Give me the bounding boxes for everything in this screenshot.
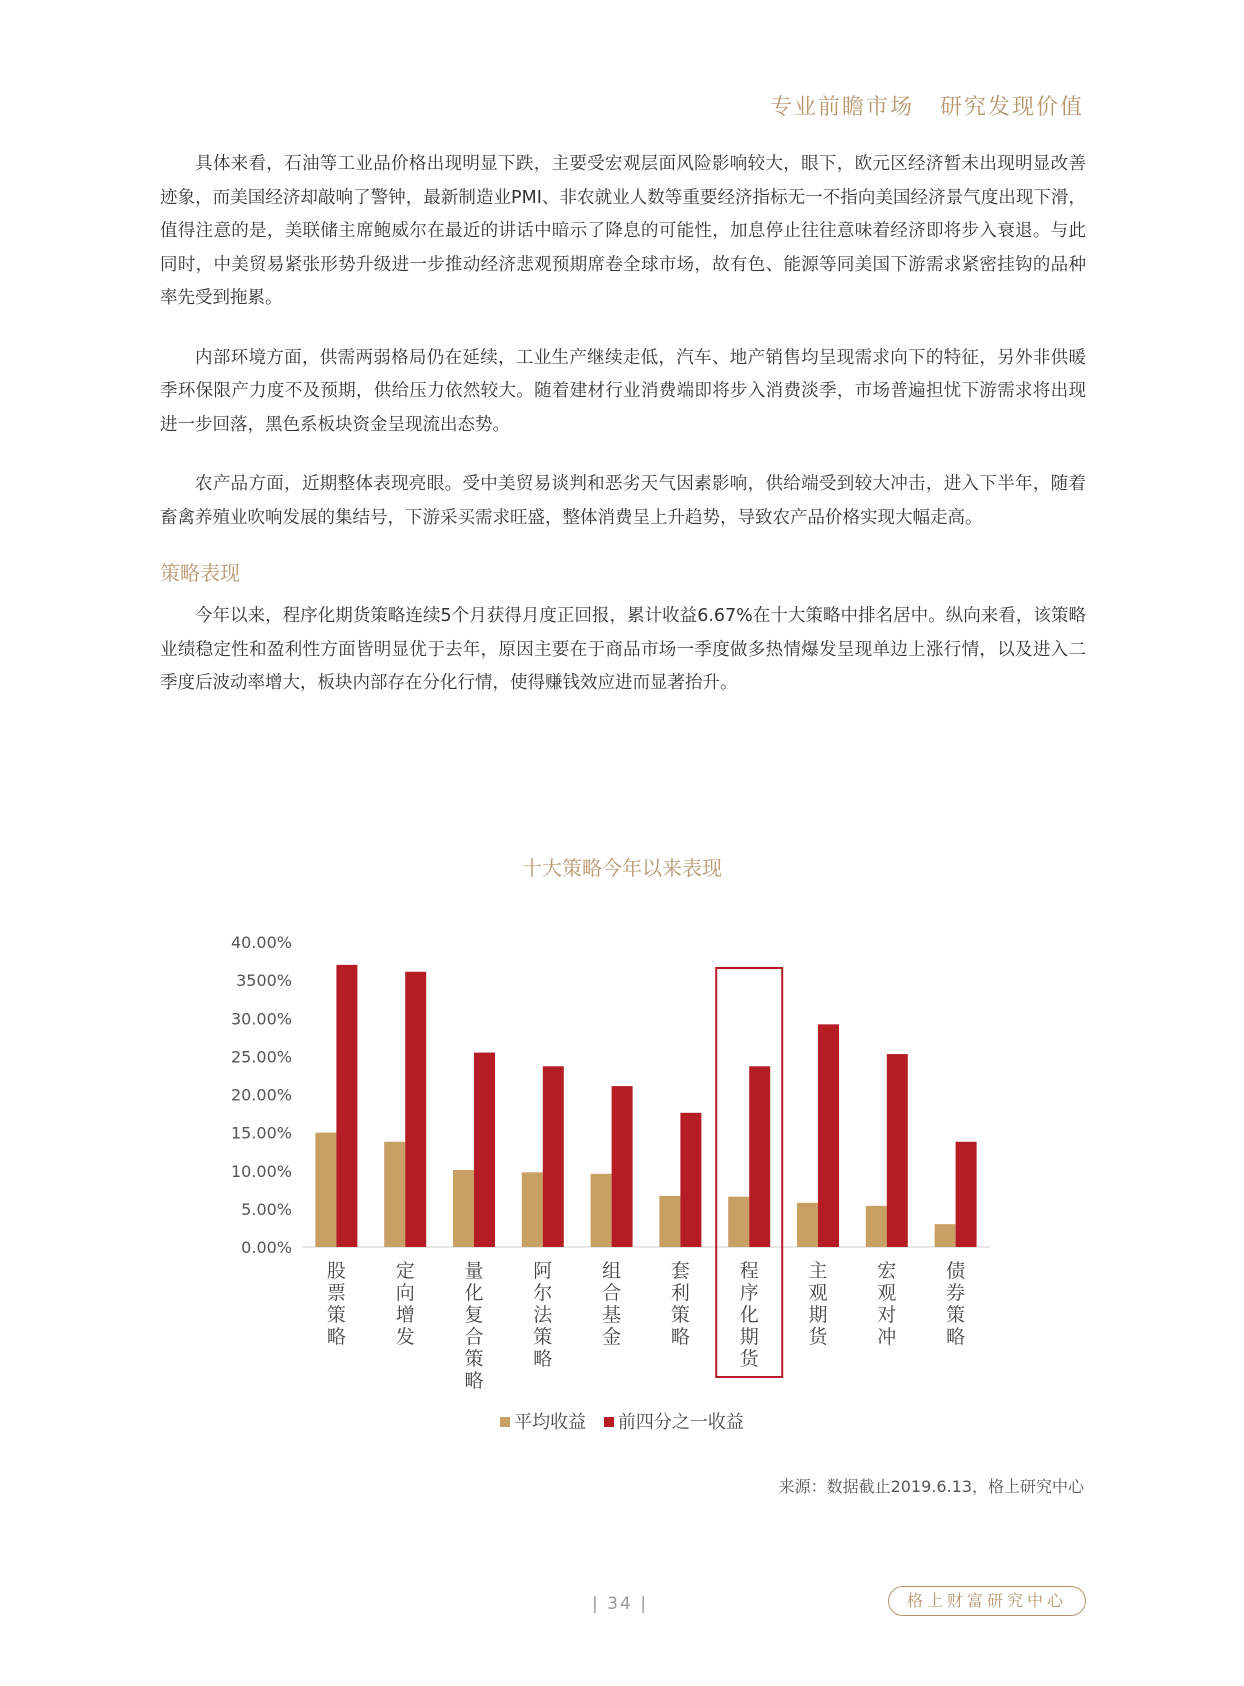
bar-average bbox=[384, 1142, 405, 1247]
x-tick-label-char: 套 bbox=[670, 1260, 690, 1282]
legend-label-average: 平均收益 bbox=[514, 1412, 587, 1433]
x-tick-label-char: 发 bbox=[395, 1326, 415, 1348]
section-paragraph: 今年以来，程序化期货策略连续5个月获得月度正回报，累计收益6.67%在十大策略中排名居中。纵向来看，该策略业绩稳定性和盈利性方面皆明显优于去年，原因主要在于商品市场一季度做多热情爆发呈现单边上涨行情，以及进入二季度后波动率增大，板块内部存在分化行情，使得赚钱效应进而显著抬升。 bbox=[160, 606, 1086, 693]
x-tick-label-char: 略 bbox=[326, 1326, 346, 1348]
x-tick-label-char: 票 bbox=[326, 1282, 346, 1304]
y-tick-label: 40.00% bbox=[230, 933, 292, 952]
bar-average bbox=[797, 1203, 818, 1247]
bar-average bbox=[591, 1174, 612, 1247]
x-tick-label-char: 序 bbox=[739, 1282, 759, 1304]
x-tick-label-char: 策 bbox=[464, 1348, 484, 1370]
legend-swatch-average bbox=[500, 1417, 510, 1427]
footer-badge: 格上财富研究中心 bbox=[888, 1586, 1086, 1616]
x-tick-label-char: 债 bbox=[946, 1260, 966, 1282]
bar-average bbox=[935, 1224, 956, 1247]
legend-item-top-quartile bbox=[604, 1408, 744, 1434]
bar-top-quartile bbox=[474, 1053, 495, 1247]
x-tick-label-char: 策 bbox=[533, 1326, 553, 1348]
bar-top-quartile bbox=[336, 965, 357, 1247]
x-tick-label-char: 组 bbox=[602, 1260, 622, 1282]
x-tick-label-char: 观 bbox=[808, 1282, 828, 1304]
x-tick-label-char: 股 bbox=[326, 1260, 346, 1282]
bar-top-quartile bbox=[405, 972, 426, 1247]
bar-top-quartile bbox=[887, 1054, 908, 1247]
x-tick-label-char: 对 bbox=[877, 1304, 897, 1326]
section-heading: 策略表现 bbox=[160, 561, 240, 585]
x-tick-label-char: 利 bbox=[670, 1282, 690, 1304]
bar-average bbox=[728, 1197, 749, 1247]
y-tick-label: 10.00% bbox=[230, 1161, 292, 1181]
bar-average bbox=[522, 1172, 543, 1247]
y-tick-label: 25.00% bbox=[230, 1047, 292, 1067]
x-tick-label-char: 合 bbox=[602, 1282, 622, 1304]
bar-average bbox=[453, 1170, 474, 1247]
x-tick-label-char: 略 bbox=[533, 1348, 553, 1370]
bar-top-quartile bbox=[749, 1066, 770, 1247]
x-tick-label-char: 略 bbox=[464, 1370, 484, 1392]
chart-legend bbox=[0, 1408, 1244, 1434]
bar-top-quartile bbox=[818, 1024, 839, 1247]
x-tick-label-char: 阿 bbox=[533, 1260, 553, 1282]
bar-top-quartile bbox=[956, 1142, 977, 1247]
paragraph-1: 具体来看，石油等工业品价格出现明显下跌，主要受宏观层面风险影响较大，眼下，欧元区经济暂未出现明显改善迹象，而美国经济却敲响了警钟，最新制造业PMI、非农就业人数等重要经济指标无一不指向美国经济景气度出现下滑，值得注意的是，美联储主席鲍威尔在最近的讲话中暗示了降息的可能性，加息停止往往意味着经济即将步入衰退。与此同时，中美贸易紧张形势升级进一步推动经济悲观预期席卷全球市场，故有色、能源等同美国下游需求紧密挂钩的品种率先受到拖累。 bbox=[160, 154, 1086, 308]
y-tick-label: 0.00% bbox=[241, 1238, 292, 1257]
x-tick-label-char: 增 bbox=[395, 1304, 415, 1326]
x-tick-label-char: 合 bbox=[464, 1326, 484, 1348]
chart-title: 十大策略今年以来表现 bbox=[522, 856, 722, 880]
x-tick-label-char: 基 bbox=[602, 1304, 622, 1326]
x-tick-label-char: 略 bbox=[670, 1326, 690, 1348]
x-tick-label-char: 主 bbox=[808, 1260, 828, 1282]
x-tick-label-char: 观 bbox=[877, 1282, 897, 1304]
paragraph-3: 农产品方面，近期整体表现亮眼。受中美贸易谈判和恶劣天气因素影响，供给端受到较大冲击，进入下半年，随着畜禽养殖业吹响发展的集结号，下游采买需求旺盛，整体消费呈上升趋势，导致农产品价格实现大幅走高。 bbox=[160, 474, 1086, 528]
x-tick-label-char: 策 bbox=[670, 1304, 690, 1326]
x-tick-label-char: 金 bbox=[602, 1326, 622, 1348]
x-tick-label-char: 量 bbox=[464, 1260, 484, 1282]
bar-top-quartile bbox=[543, 1066, 564, 1247]
bar-top-quartile bbox=[612, 1086, 633, 1247]
slogan-right: 研究发现价值 bbox=[939, 95, 1084, 120]
x-tick-label-char: 向 bbox=[395, 1282, 415, 1304]
x-tick-label-char: 法 bbox=[533, 1304, 553, 1326]
x-tick-label-char: 冲 bbox=[877, 1326, 897, 1348]
bar-average bbox=[866, 1206, 887, 1247]
y-tick-label: 15.00% bbox=[230, 1123, 292, 1143]
bar-average bbox=[315, 1133, 336, 1247]
paragraph-2: 内部环境方面，供需两弱格局仍在延续，工业生产继续走低，汽车、地产销售均呈现需求向下的特征，另外非供暖季环保限产力度不及预期，供给压力依然较大。随着建材行业消费端即将步入消费淡季，市场普遍担忧下游需求将出现进一步回落，黑色系板块资金呈现流出态势。 bbox=[160, 347, 1086, 435]
x-tick-label-char: 尔 bbox=[533, 1282, 553, 1304]
y-tick-label: 5.00% bbox=[241, 1199, 292, 1219]
x-tick-label-char: 复 bbox=[464, 1304, 484, 1326]
x-tick-label-char: 宏 bbox=[877, 1260, 897, 1282]
bar-top-quartile bbox=[680, 1113, 701, 1247]
slogan-left: 专业前瞻市场 bbox=[769, 95, 914, 120]
x-tick-label-char: 略 bbox=[946, 1326, 966, 1348]
bar-average bbox=[659, 1196, 680, 1247]
page-number: | 34 | bbox=[592, 1594, 648, 1614]
x-tick-label-char: 策 bbox=[946, 1304, 966, 1326]
legend-label-top-quartile: 前四分之一收益 bbox=[617, 1412, 744, 1433]
x-tick-label-char: 程 bbox=[739, 1260, 759, 1282]
legend-item-average bbox=[500, 1408, 586, 1434]
x-tick-label-char: 券 bbox=[946, 1282, 966, 1304]
y-tick-label: 30.00% bbox=[230, 1009, 292, 1029]
x-tick-label-char: 货 bbox=[808, 1326, 828, 1348]
x-tick-label-char: 期 bbox=[739, 1326, 759, 1348]
x-tick-label-char: 化 bbox=[464, 1282, 484, 1304]
x-tick-label-char: 货 bbox=[739, 1348, 759, 1370]
y-tick-label: 20.00% bbox=[230, 1085, 292, 1105]
x-tick-label-char: 期 bbox=[808, 1304, 828, 1326]
source-note: 来源：数据截止2019.6.13，格上研究中心 bbox=[778, 1477, 1084, 1496]
y-tick-label: 3500% bbox=[236, 971, 292, 991]
x-tick-label-char: 化 bbox=[739, 1304, 759, 1326]
x-tick-label-char: 策 bbox=[326, 1304, 346, 1326]
x-tick-label-char: 定 bbox=[395, 1260, 415, 1282]
legend-swatch-top-quartile bbox=[604, 1417, 614, 1427]
